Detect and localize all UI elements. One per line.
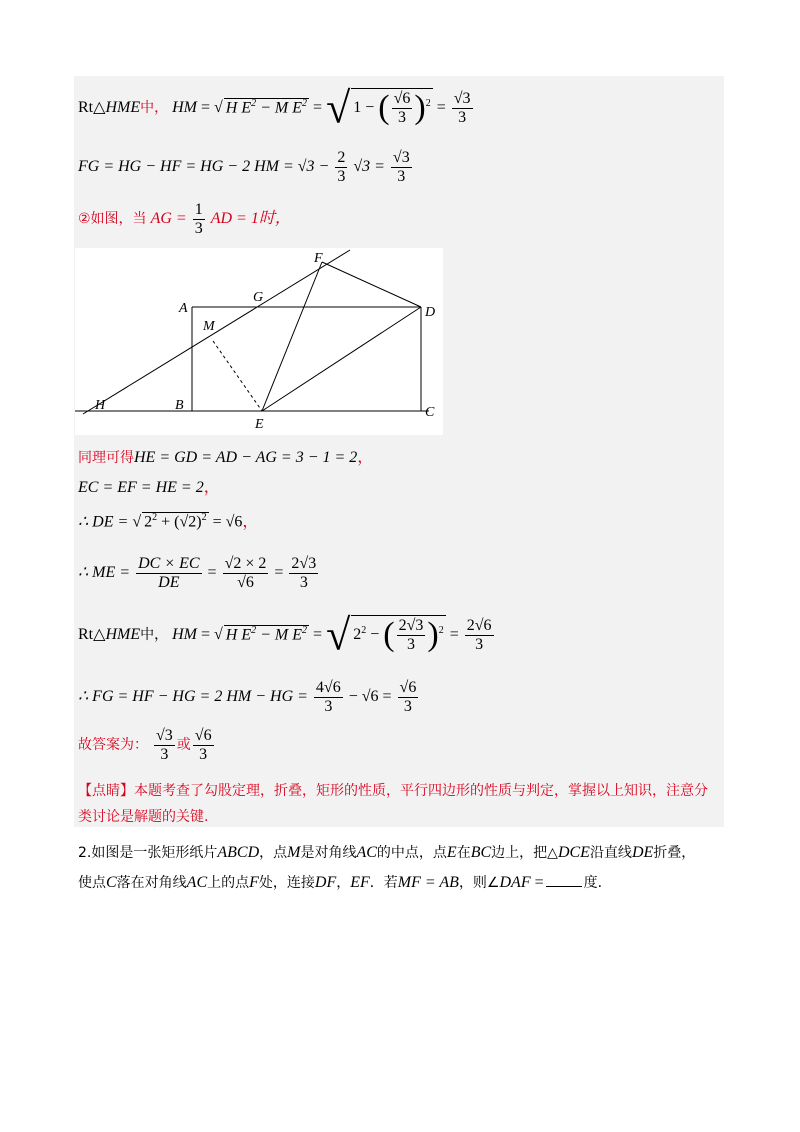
line-ec: [78, 480, 220, 496]
den: √6: [237, 574, 254, 591]
label-h: H: [95, 398, 106, 413]
num: 2√3: [398, 617, 424, 634]
zhong-text: 中，: [140, 627, 169, 644]
q-math: AC: [186, 874, 208, 891]
lhs: FG = HG − HF = HG − 2 HM = √3 −: [78, 158, 330, 176]
figure-svg: [75, 248, 443, 435]
q-math: MF = AB: [397, 874, 459, 891]
answer-label: 故答案为：: [78, 737, 148, 754]
question-2: [78, 838, 728, 898]
de-result: = √6: [212, 513, 243, 531]
num: √6: [393, 90, 411, 107]
eq: =: [200, 626, 211, 644]
den: 3: [458, 109, 467, 126]
comma-red: ，: [203, 479, 220, 496]
he: H E: [225, 99, 252, 117]
rt-text: Rt: [78, 626, 94, 644]
label-m: M: [203, 319, 215, 334]
sqrt-he-me: H $E^2 - M$ $E^2$: [225, 97, 308, 117]
q-text: 处，连接: [258, 875, 315, 891]
eq: =: [274, 564, 284, 582]
comment-block: [78, 778, 718, 830]
line-fg-2: [78, 680, 420, 715]
me-prefix: ∴ ME =: [78, 564, 131, 582]
fg2-prefix: ∴ FG = HF − HG = 2 HM − HG =: [78, 688, 308, 706]
q-math: DAF: [499, 874, 531, 891]
den: 3: [337, 168, 346, 185]
q-text: ，则∠: [458, 875, 500, 891]
q-text: 折叠，: [653, 845, 696, 861]
q-text: 的中点，点: [376, 845, 447, 861]
q-math: AC: [356, 844, 377, 861]
answer-or: 或: [176, 737, 191, 754]
den: 3: [199, 746, 208, 763]
den: 3: [397, 168, 406, 185]
label-c: C: [425, 405, 435, 420]
num: √6: [194, 727, 212, 744]
den: 3: [160, 746, 169, 763]
segment-fd: [322, 262, 421, 307]
q-math: F: [249, 874, 259, 891]
q-text: 边上，把△: [491, 845, 558, 861]
label-d: D: [425, 305, 436, 320]
de-radicand-a: 2: [144, 513, 153, 531]
fg2-mid: − √6 =: [348, 688, 392, 706]
minus: −: [260, 626, 271, 644]
hm2-base: 2: [353, 626, 362, 644]
comment-head: 【点睛】: [78, 783, 134, 799]
me: M E: [274, 626, 303, 644]
den: 3: [299, 574, 308, 591]
num: 4√6: [315, 679, 341, 696]
geometry-figure: [75, 248, 443, 435]
minus: −: [370, 626, 380, 644]
one: 1: [353, 99, 362, 117]
den: 3: [403, 698, 412, 715]
line-me: [78, 556, 320, 591]
num: 2√3: [291, 555, 317, 572]
label-a: A: [179, 301, 188, 316]
zhong-text: 中，: [140, 100, 169, 117]
num: √3: [156, 727, 173, 744]
mid: √3 =: [353, 158, 385, 176]
hme-text: HME: [105, 99, 141, 117]
den: 3: [397, 109, 406, 126]
comma-red: ，: [242, 513, 259, 531]
answer-blank[interactable]: [546, 886, 582, 887]
q-math: BC: [470, 844, 492, 861]
den: 3: [406, 636, 415, 653]
line-hm-2: Rt△HME中， HM = √ H $E^2 - M$ $E^2$ = √ $2^2$ − ( $\frac{2√3}{3}$ )$^2$ = $\frac{2√6}{3}$: [78, 610, 492, 660]
ad: AD = 1时，: [210, 210, 291, 228]
segment-me: [213, 341, 262, 411]
line-hm-1: Rt△HME中， HM = √ H $E^2 - M$ $E^2$ = √ 1 − ( $\frac{√6}{3}$ )$^2$ = $\frac{√3}{3}$: [78, 83, 471, 133]
sqrt-expr-2: $2^2$ − ( $\frac{2√3}{3}$ )$^2$: [353, 616, 444, 654]
q-math: DE: [631, 844, 654, 861]
den: 3: [475, 636, 484, 653]
eq: =: [207, 564, 217, 582]
segment-fe: [262, 262, 322, 411]
label-f: F: [314, 251, 323, 266]
q-text: 在: [456, 845, 471, 861]
q-math: DF: [314, 874, 337, 891]
me: M E: [274, 99, 303, 117]
line-answer: [78, 728, 216, 763]
q-math: M: [287, 844, 301, 861]
num: √2 × 2: [224, 555, 267, 572]
comment-body: 本题考查了勾股定理，折叠，矩形的性质，平行四边形的性质与判定，掌握以上知识，注意分类讨论是解题的关键.: [78, 783, 708, 825]
num: √6: [399, 679, 417, 696]
eq: =: [449, 626, 459, 644]
sqrt-expr-1: 1 − ( $\frac{√6}{3}$ )$^2$: [353, 89, 431, 127]
q-text: 是对角线: [300, 845, 357, 861]
eq: =: [313, 99, 323, 117]
num: √3: [453, 90, 471, 107]
den: DE: [158, 574, 180, 591]
label-e: E: [255, 417, 264, 432]
sqrt-de: $2^2 + (√2)^2$: [144, 512, 207, 531]
triangle-symbol: △: [93, 626, 106, 644]
he: H E: [225, 626, 252, 644]
q-text: 如图是一张矩形纸片: [91, 845, 218, 861]
eq: =: [436, 99, 446, 117]
hm-text: HM: [172, 99, 197, 117]
den: 3: [194, 220, 203, 237]
q-math: EF: [350, 874, 370, 891]
line-fg-1: [78, 150, 414, 185]
den: 3: [324, 698, 333, 715]
q-math: E: [446, 844, 457, 861]
same-prefix: 同理可得: [78, 450, 134, 466]
num: DC × EC: [138, 555, 200, 572]
line-case-2: [78, 202, 291, 237]
segment-de: [262, 307, 421, 411]
line-de: ∴ DE = √ $2^2 + (√2)^2 = √6$，: [78, 512, 259, 531]
num: 2: [337, 149, 346, 166]
he-eq: HE = GD = AD − AG = 3 − 1 = 2: [134, 449, 358, 466]
eq: =: [200, 99, 211, 117]
comma-red: ，: [357, 449, 374, 466]
q-text: 使点: [78, 875, 106, 891]
q-text: =: [530, 874, 544, 891]
label-g: G: [253, 290, 264, 305]
q-math: ABCD: [217, 844, 260, 861]
q-text: 度.: [583, 875, 603, 891]
hme-text: HME: [105, 626, 141, 644]
eq: =: [313, 626, 323, 644]
line-he-gd: [78, 450, 373, 466]
label-b: B: [175, 398, 184, 413]
q-math: C: [106, 874, 117, 891]
line-hf: [83, 250, 350, 414]
ec-eq: EC = EF = HE = 2: [78, 479, 204, 496]
q-math: DCE: [557, 844, 590, 861]
q-text: 上的点: [207, 875, 250, 891]
num: 1: [194, 201, 203, 218]
num: 2√6: [466, 617, 492, 634]
num: √3: [392, 149, 410, 166]
de-prefix: ∴ DE =: [78, 513, 129, 531]
triangle-symbol: △: [93, 99, 106, 117]
minus: −: [365, 99, 375, 117]
hm-text: HM: [172, 626, 197, 644]
q-text: 落在对角线: [116, 875, 187, 891]
question-number: 2.: [78, 845, 92, 861]
prefix: ②如图，当: [78, 211, 147, 228]
ag: AG =: [150, 210, 187, 228]
rt-text: Rt: [78, 99, 94, 117]
q-text: ，点: [259, 845, 288, 861]
q-text: ，: [336, 875, 351, 891]
minus: −: [260, 99, 271, 117]
de-radicand-b: √2: [179, 513, 197, 531]
q-text: ．若: [369, 875, 398, 891]
q-text: 沿直线: [589, 845, 632, 861]
